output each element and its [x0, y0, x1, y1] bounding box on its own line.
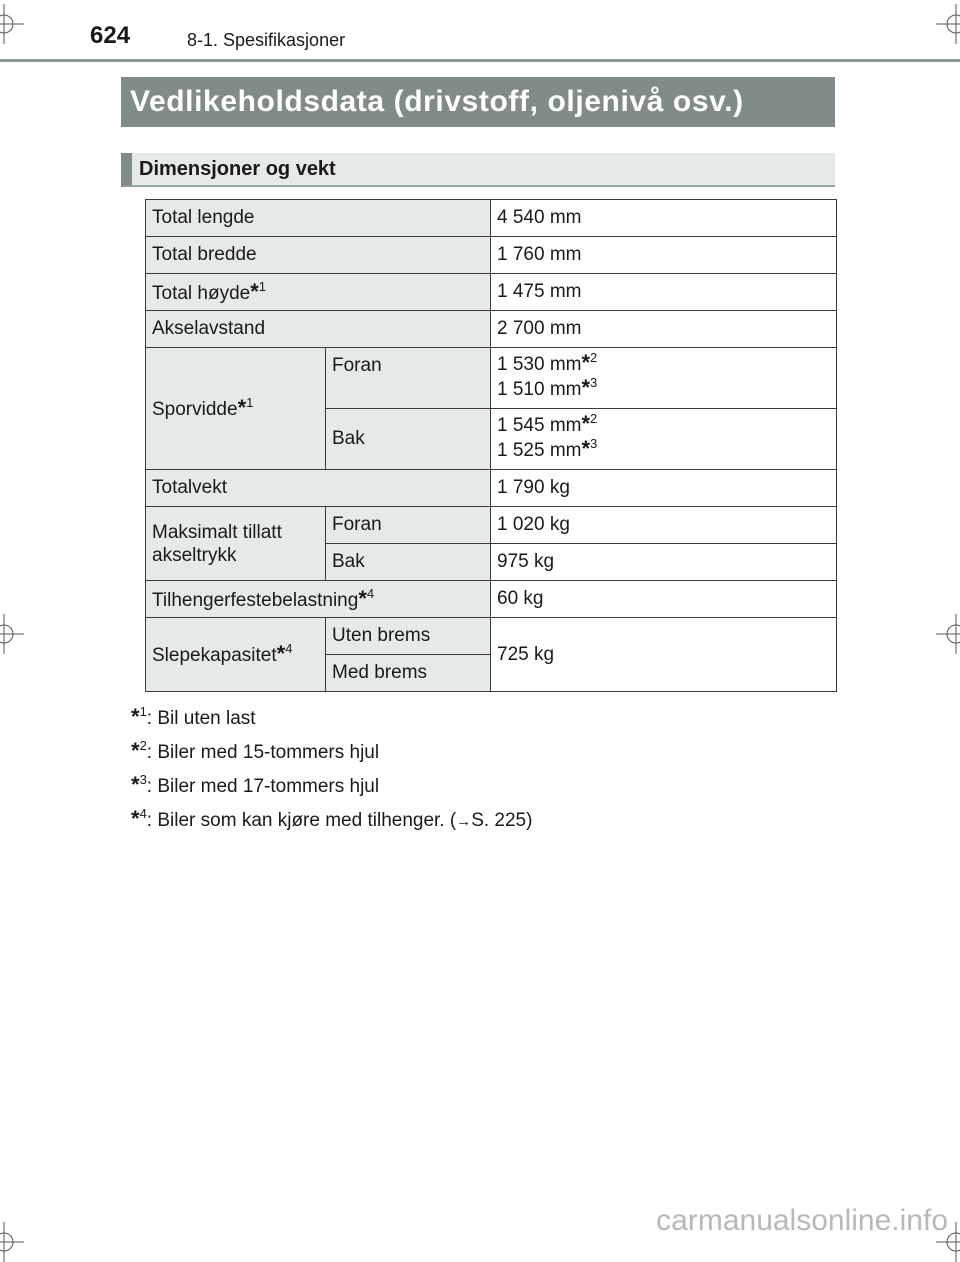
towing-text: Slepekapasitet [152, 645, 277, 666]
section-subtitle: Dimensjoner og vekt [121, 153, 835, 187]
row-label-total-weight: Totalvekt [146, 470, 491, 507]
track-front-value [491, 348, 837, 409]
row-label-wheelbase: Akselavstand [146, 311, 491, 348]
footnote-ref: 1 [246, 395, 254, 410]
row-label-hitch-load [146, 581, 491, 618]
table-row [146, 237, 837, 274]
footnotes [131, 702, 532, 838]
footnote-mark: * [581, 436, 591, 461]
footnote-4 [131, 804, 532, 838]
towing-without-brakes-label: Uten brems [326, 618, 491, 655]
track-rear-line1: 1 545 mm [497, 415, 582, 436]
page-reference-link[interactable]: S. 225) [471, 810, 533, 831]
footnote-ref: 4 [366, 586, 375, 601]
row-value-wheelbase: 2 700 mm [491, 311, 837, 348]
axle-rear-value: 975 kg [491, 544, 837, 581]
registration-mark-mid-left [0, 614, 24, 654]
footnote-ref: 4 [285, 641, 293, 656]
track-rear-line2: 1 525 mm [497, 440, 582, 461]
registration-mark-top-left [0, 4, 24, 44]
track-front-line1: 1 530 mm [497, 354, 582, 375]
page-title: Vedlikeholdsdata (drivstoff, oljenivå osv.) [121, 77, 835, 127]
registration-mark-top-right [936, 4, 960, 44]
row-label-total-length: Total lengde [146, 200, 491, 237]
track-front-line2: 1 510 mm [497, 379, 582, 400]
towing-with-brakes-label: Med brems [326, 655, 491, 692]
section-label: 8-1. Spesifikasjoner [187, 30, 346, 50]
towing-value: 725 kg [491, 618, 837, 692]
footnote-number: 2 [139, 738, 147, 753]
footnote-number: 3 [139, 772, 147, 787]
header-divider [0, 59, 960, 62]
registration-mark-mid-right [936, 614, 960, 654]
row-value-total-weight: 1 790 kg [491, 470, 837, 507]
footnote-mark: * [581, 375, 591, 400]
footnote-ref: 3 [590, 375, 598, 390]
axle-front-label: Foran [326, 507, 491, 544]
footnote-mark: * [131, 704, 140, 729]
row-value-total-length: 4 540 mm [491, 200, 837, 237]
table-row [146, 581, 837, 618]
table-row [146, 274, 837, 311]
table-row [146, 348, 837, 409]
arrow-right-icon: → [456, 813, 472, 830]
row-label-track [146, 348, 326, 470]
footnote-ref: 3 [590, 436, 598, 451]
total-height-text: Total høyde [152, 283, 251, 304]
footnote-text: : Bil uten last [146, 708, 256, 729]
axle-load-line2: akseltrykk [152, 544, 237, 566]
table-row [146, 311, 837, 348]
row-label-total-width: Total bredde [146, 237, 491, 274]
hitch-load-text: Tilhengerfestebelastning [152, 590, 359, 611]
axle-rear-label: Bak [326, 544, 491, 581]
footnote-mark: * [250, 279, 259, 304]
axle-load-line1: Maksimalt tillatt [152, 521, 282, 543]
footnote-mark: * [237, 395, 247, 420]
dimensions-table [145, 199, 837, 692]
footnote-mark: * [131, 738, 140, 763]
track-front-label: Foran [326, 348, 491, 409]
row-value-total-height: 1 475 mm [491, 274, 837, 311]
table-row [146, 200, 837, 237]
footnote-text: : Biler som kan kjøre med tilhenger. ( [146, 810, 457, 831]
table-row [146, 618, 837, 655]
footnote-3 [131, 770, 532, 804]
track-rear-value [491, 409, 837, 470]
row-value-hitch-load: 60 kg [491, 581, 837, 618]
footnote-mark: * [581, 350, 591, 375]
row-label-axle-load [146, 507, 326, 581]
row-label-total-height [146, 274, 491, 311]
footnote-mark: * [358, 586, 367, 611]
footnote-text: : Biler med 17-tommers hjul [146, 776, 380, 797]
footnote-ref: 1 [258, 279, 267, 294]
row-label-towing [146, 618, 326, 692]
footnote-ref: 2 [590, 350, 598, 365]
track-rear-label: Bak [326, 409, 491, 470]
footnote-2 [131, 736, 532, 770]
footnote-text: : Biler med 15-tommers hjul [146, 742, 380, 763]
footnote-mark: * [131, 772, 140, 797]
registration-mark-bottom-left [0, 1222, 24, 1262]
footnote-mark: * [131, 806, 140, 831]
footnote-number: 1 [139, 704, 147, 719]
page-number: 624 [90, 22, 131, 49]
axle-front-value: 1 020 kg [491, 507, 837, 544]
footnote-ref: 2 [590, 411, 598, 426]
footnote-mark: * [581, 411, 591, 436]
footnote-number: 4 [139, 806, 147, 821]
footnote-mark: * [276, 641, 286, 666]
track-text: Sporvidde [152, 399, 238, 420]
row-value-total-width: 1 760 mm [491, 237, 837, 274]
table-row [146, 507, 837, 544]
watermark: carmanualsonline.info [656, 1204, 948, 1237]
table-row [146, 470, 837, 507]
footnote-1 [131, 702, 532, 736]
